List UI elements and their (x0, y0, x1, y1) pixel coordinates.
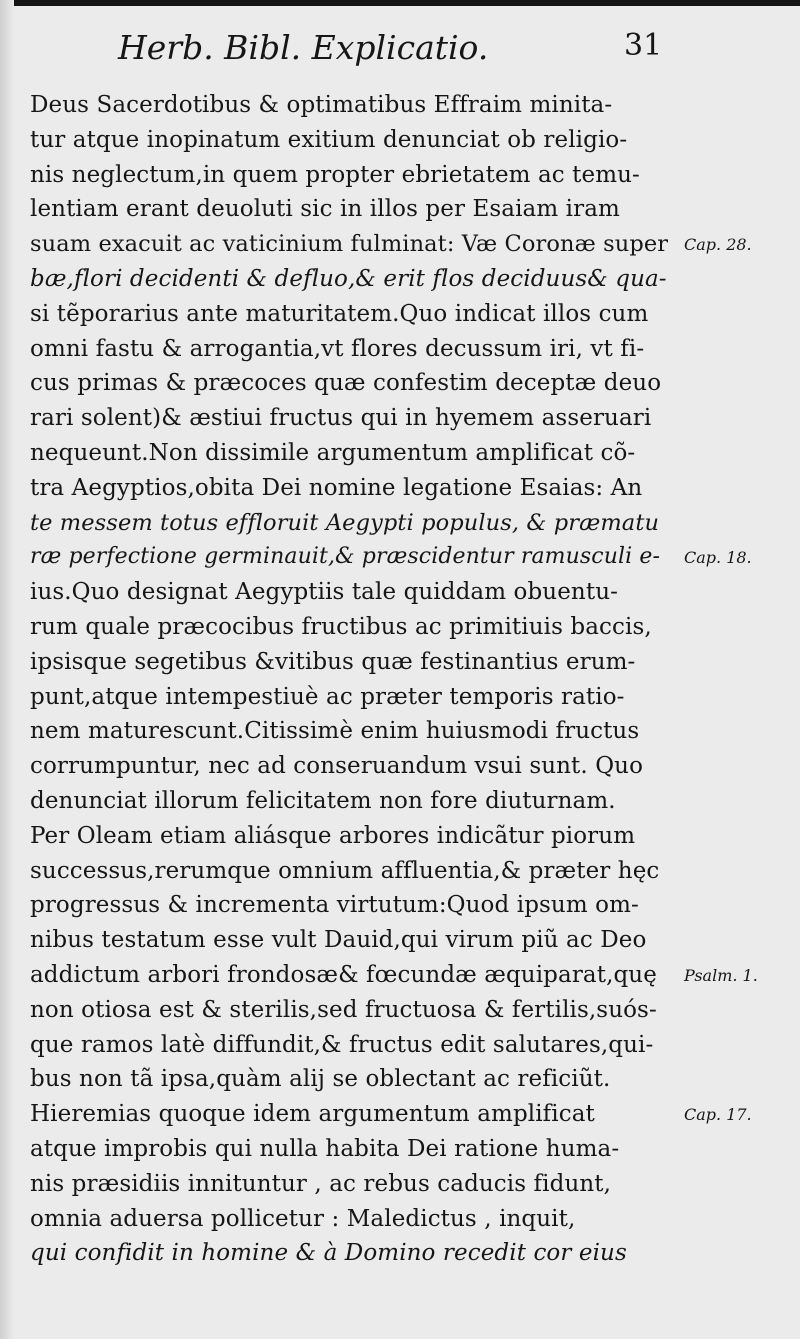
text-line: tra Aegyptios,obita Dei nomine legatione Esaias: An (30, 474, 643, 501)
page-gutter-shadow (0, 0, 14, 1339)
text-line: nequeunt.Non dissimile argumentum amplificat cõ- (30, 440, 636, 466)
marginal-note: Cap. 17. (684, 1105, 752, 1125)
text-line: nis neglectum,in quem propter ebrietatem ac temu- (30, 161, 640, 188)
text-line: addictum arbori frondosæ& fœcundæ æquiparat,quę (30, 962, 657, 988)
running-title: Herb. Bibl. Explicatio. (118, 28, 489, 67)
page-number: 31 (624, 28, 663, 63)
text-line: ræ perfectione germinauit,& præscidentur ramusculi e- (30, 544, 660, 570)
text-line: que ramos latè diffundit,& fructus edit salutares,qui- (30, 1031, 654, 1058)
text-line: ipsisque segetibus &vitibus quæ festinantius erum- (30, 648, 636, 675)
marginal-note: Psalm. 1. (684, 966, 758, 985)
text-line: rum quale præcocibus fructibus ac primitiuis baccis, (30, 614, 652, 640)
text-line: bæ,flori decidenti & defluo,& erit flos deciduus& qua- (30, 266, 667, 292)
text-line: denunciat illorum felicitatem non fore diuturnam. (30, 788, 616, 814)
text-line: progressus & incrementa virtutum:Quod ipsum om- (30, 892, 639, 919)
marginal-note: Cap. 28. (684, 235, 752, 255)
text-line: rari solent)& æstiui fructus qui in hyemem asseruari (30, 405, 652, 432)
text-line: successus,rerumque omnium affluentia,& præter hęc (30, 857, 660, 884)
text-line: non otiosa est & sterilis,sed fructuosa & fertilis,suós- (30, 996, 657, 1023)
page-top-shadow (0, 0, 800, 6)
text-line: Per Oleam etiam aliásque arbores indicãtur piorum (30, 822, 636, 849)
text-line: nis præsidiis innituntur , ac rebus caducis fidunt, (30, 1170, 612, 1197)
text-line: lentiam erant deuoluti sic in illos per Esaiam iram (30, 196, 620, 223)
text-line: corrumpuntur, nec ad conseruandum vsui sunt. Quo (30, 753, 644, 780)
text-line: si tẽporarius ante maturitatem.Quo indicat illos cum (30, 300, 649, 327)
text-line: Hieremias quoque idem argumentum amplificat (30, 1101, 595, 1128)
text-line: atque improbis qui nulla habita Dei ratione huma- (30, 1136, 620, 1162)
text-line: Deus Sacerdotibus & optimatibus Effraim minita- (30, 92, 613, 118)
text-line: cus primas & præcoces quæ confestim deceptæ deuo (30, 370, 662, 397)
text-line: suam exacuit ac vaticinium fulminat: Væ Coronæ super (30, 231, 669, 258)
marginal-note: Cap. 18. (684, 548, 752, 568)
text-line: bus non tã ipsa,quàm alij se oblectant ac reficiũt. (30, 1066, 611, 1093)
text-line: qui confidit in homine & à Domino recedit cor eius (30, 1240, 627, 1267)
text-line: omnia aduersa pollicetur : Maledictus , inquit, (30, 1205, 576, 1232)
text-line: tur atque inopinatum exitium denunciat ob religio- (30, 126, 628, 153)
text-line: omni fastu & arrogantia,vt flores decussum iri, vt fi- (30, 335, 645, 362)
text-line: te messem totus effloruit Aegypti populus, & præmatu (30, 509, 660, 536)
text-line: nibus testatum esse vult Dauid,qui virum piũ ac Deo (30, 927, 647, 954)
text-line: punt,atque intempestiuè ac præter temporis ratio- (30, 683, 625, 710)
text-line: nem maturescunt.Citissimè enim huiusmodi fructus (30, 718, 640, 745)
text-line: ius.Quo designat Aegyptiis tale quiddam obuentu- (30, 579, 618, 606)
